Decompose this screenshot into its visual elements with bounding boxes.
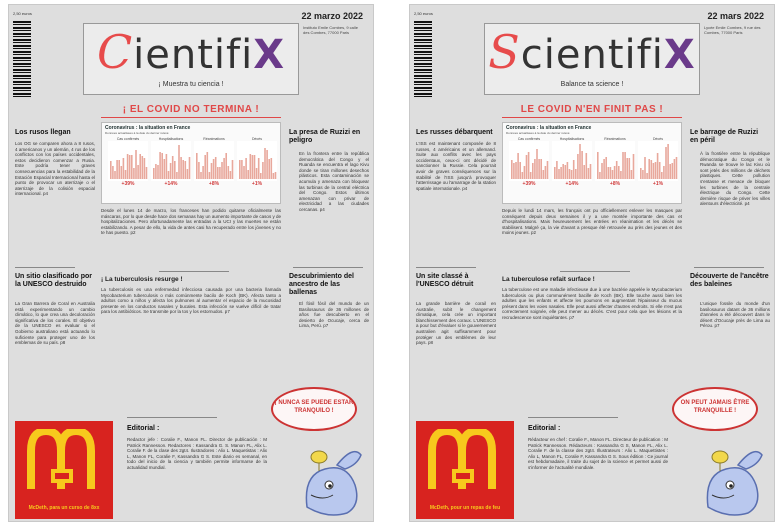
panel-label: Cas confirmés <box>116 137 140 141</box>
tagline: Balance ta science ! <box>560 81 624 88</box>
spark-bar <box>608 167 610 179</box>
article-text: L'unique fossile du monde d'un basilosaurus datant de 36 millions d'années a été découvert dans le désert d'Ocucaje près de Lima au Pérou. p7 <box>700 301 770 329</box>
golden-arches-logo <box>27 429 103 491</box>
spark-bar <box>146 167 148 179</box>
spark-bar <box>556 161 558 179</box>
spark-bar <box>180 157 182 179</box>
spark-bar <box>562 164 564 179</box>
panel-label: Réanimations <box>203 137 225 141</box>
panel-sparkline <box>151 141 191 181</box>
whale-illustration <box>698 435 768 517</box>
spark-bar <box>603 159 605 179</box>
masthead-title <box>485 25 699 79</box>
address: Instituto Emile Combes, 9 calle des Combes, 77000 Paris <box>303 25 358 35</box>
divider <box>528 417 618 418</box>
chart-panel <box>509 137 549 201</box>
chart-panel <box>108 137 148 201</box>
chart-title: Coronavirus : la situation en France <box>506 125 592 131</box>
article-text: El fósil fósil del mundo de un Basilosaurus de 36 millones de años fue descubierto en el desierto de Ocucaje, cerca de Lima, Perú. p7 <box>299 301 369 329</box>
spark-bar <box>182 160 184 179</box>
article-heading: Le barrage de Ruzizi en péril <box>690 129 759 144</box>
spark-bar <box>659 162 661 179</box>
spark-bar <box>597 152 599 179</box>
article-heading: Découverte de l'ancêtre des baleines <box>690 273 769 288</box>
spark-bar <box>110 161 112 179</box>
divider <box>127 417 217 418</box>
spark-bar <box>575 169 577 179</box>
spark-bar <box>268 159 270 179</box>
spark-bar <box>114 171 116 179</box>
spark-bar <box>125 170 127 179</box>
spark-bar <box>631 170 633 179</box>
spark-bar <box>633 154 635 179</box>
panel-sparkline <box>509 141 549 181</box>
spark-bar <box>275 172 277 179</box>
spark-bar <box>198 162 200 179</box>
spark-bar <box>161 153 163 179</box>
spark-bar <box>215 157 217 179</box>
divider <box>560 271 630 272</box>
spark-bar <box>127 154 129 179</box>
spark-bar <box>185 161 187 179</box>
main-headline: ¡ EL COVID NO TERMINA ! <box>122 104 260 115</box>
spark-bar <box>168 171 170 179</box>
article-heading: Descubrimiento del ancestro de las ballenas <box>289 273 354 296</box>
spark-bar <box>657 153 659 179</box>
spark-bar <box>260 173 262 179</box>
spark-bar <box>131 155 133 179</box>
spark-bar <box>219 167 221 179</box>
advertisement <box>15 421 113 519</box>
issue-date: 22 mars 2022 <box>707 11 764 21</box>
editorial-text: Redactor jefe : Coralie F., Manon FL. Director de publicación : M Patrick Rannesson. Redactores : Kassandra G. S. Manon FL, Alix L. Coralie F. de la clase des 2gt4. Ilustradores : Alix L. Maquetistas : Alix L, Manon FL, Coralie F, Kassandra G S. Este diario es semanal, en todo del inicio de la ciencia y también permite informarse de la actualidad mundial. <box>127 437 267 470</box>
chart-title: Coronavirus : la situation en France <box>105 125 191 131</box>
spark-bar <box>250 154 252 179</box>
spark-bar <box>653 163 655 179</box>
ad-slogan: McDeth, para un curso de 8xx <box>28 505 100 511</box>
spark-bar <box>228 166 230 179</box>
spark-bar <box>665 147 667 179</box>
spark-bar <box>571 170 573 179</box>
spark-bar <box>511 160 513 179</box>
spark-bar <box>153 168 155 179</box>
masthead-title <box>84 25 298 79</box>
spark-bar <box>545 166 547 179</box>
panel-change: +8% <box>609 181 621 187</box>
chart-panel <box>237 137 277 201</box>
panel-change: +39% <box>121 181 135 187</box>
spark-bar <box>651 160 653 179</box>
covid-chart <box>101 122 281 204</box>
spark-bar <box>176 172 178 179</box>
spark-bar <box>569 169 571 179</box>
spark-bar <box>187 169 189 179</box>
spark-bar <box>223 158 225 179</box>
spark-bar <box>252 155 254 179</box>
spark-bar <box>135 150 137 179</box>
spark-bar <box>624 152 626 179</box>
spark-bar <box>599 172 601 179</box>
spark-bar <box>558 169 560 179</box>
article-text: La tuberculose est une maladie infectieuse due à une bactérie appelée le Mycobacterium tuberculosis ou plus communément bacille de Koch (BK). Elle touche aussi bien les adultes que les enfants et affecte les poumons en augmentant l'épaisseur du mucus présent dans les voies nasales. Elle peut aussi affecter d'autres endroits. Si elle n'est pas correctement soignée, elle peut mener au décès. C'est pour cela que les lésions et la recrudescence sont inquiétantes. p7 <box>502 287 682 320</box>
spark-bar <box>524 166 526 179</box>
address: Lycée Emile Combes, 9 rue des Combes, 77000 Paris <box>704 25 761 35</box>
panel-change: +14% <box>164 181 178 187</box>
article-heading: Los rusos llegan <box>15 129 71 136</box>
divider <box>15 267 75 268</box>
spark-bar <box>262 162 264 179</box>
panel-change: +14% <box>565 181 579 187</box>
spark-bar <box>144 158 146 179</box>
spark-bar <box>590 164 592 179</box>
spark-bar <box>116 160 118 179</box>
spark-bar <box>209 172 211 179</box>
spark-bar <box>225 153 227 179</box>
editorial-heading: Editorial : <box>127 425 160 432</box>
panel-label: Décès <box>653 137 663 141</box>
spark-bar <box>133 168 135 179</box>
spark-bar <box>620 171 622 179</box>
spark-bar <box>170 163 172 179</box>
divider <box>293 267 363 268</box>
spark-bar <box>121 166 123 179</box>
divider <box>416 267 476 268</box>
panel-change: +1% <box>652 181 664 187</box>
spark-bar <box>526 155 528 179</box>
spark-bar <box>543 170 545 179</box>
spark-bar <box>258 158 260 179</box>
spark-bar <box>174 161 176 179</box>
speech-bubble: ON PEUT JAMAIS ÊTRE TRANQUILLE ! <box>672 387 758 431</box>
editorial-text: Rédacteur en chef : Coralie F., Manon FL. Directeur de publication : M Patrick Rannesson. Rédacteurs : Kassandra G S, Manon FL, Alix L. Coralie F. de la classe des 2gt4. Illustrateurs : Alix L. Maquettistes : Alix L, Manon FL, Coralie F, Kassandra G S. Sous édition : Ce journal est hebdomadaire, il traite du sujet de la science et permet aussi de s'informer de l'actualité mondiale. <box>528 437 668 470</box>
title-initial: S <box>488 25 521 79</box>
masthead <box>83 23 299 95</box>
spark-bar <box>672 163 674 179</box>
spark-bar <box>155 164 157 179</box>
chart-panel <box>552 137 592 201</box>
chart-subtitle: Données actualisées à la date du dernier relevé <box>105 131 169 135</box>
spark-bar <box>581 151 583 179</box>
spark-bar <box>646 173 648 179</box>
article-text: Los OG se comparen ahora a 8 rusos, 4 americanos y un alemán, 4 rus de los conflictos con los países occidentales, estos decidieron comenzar a Rusia. Este podría tener graves consecuencias para la estabilidad de la Estación Espacial Internacional hasta el punto de provocar un aterrizaje o el aterrizaje de la colisión espacial internacional. p4 <box>15 141 95 197</box>
spark-bar <box>178 145 180 179</box>
spark-bar <box>538 159 540 179</box>
spark-bar <box>266 150 268 179</box>
panel-label: Cas confirmés <box>517 137 541 141</box>
panel-sparkline <box>552 141 592 181</box>
article-text: À la frontière entre la république démocratique du Congo et le Rwanda se trouve le lac Kivu où sont jetés des millions de déchets plastiques. Cette pollution s'entasse et menace de bloquer les turbines de la centrale électrique du Congo. Cette dernière risque de priver les villes alentours d'électricité. p4 <box>700 151 770 207</box>
spark-bar <box>211 163 213 179</box>
spark-bar <box>232 160 234 179</box>
issue-date: 22 marzo 2022 <box>301 11 363 21</box>
spark-bar <box>536 149 538 179</box>
spark-bar <box>118 160 120 179</box>
newspaper-page-right <box>409 4 775 522</box>
spark-bar <box>230 171 232 179</box>
spark-bar <box>614 166 616 179</box>
spark-bar <box>247 170 249 179</box>
spark-bar <box>112 166 114 179</box>
spark-bar <box>207 152 209 179</box>
spark-bar <box>139 154 141 179</box>
spark-bar <box>528 152 530 179</box>
barcode-icon <box>414 21 432 99</box>
title-x: X <box>663 32 696 78</box>
panel-label: Hospitalisations <box>158 137 184 141</box>
article-heading: ¡ La tuberculosis resurge ! <box>101 276 183 283</box>
spark-bar <box>605 157 607 179</box>
spark-bar <box>254 155 256 179</box>
spark-bar <box>129 155 131 179</box>
spark-bar <box>586 153 588 179</box>
spark-bar <box>588 168 590 179</box>
spark-bar <box>648 159 650 179</box>
article-heading: Un sitio clasificado por la UNESCO destruido <box>15 273 93 288</box>
spark-bar <box>217 167 219 179</box>
spark-bar <box>532 163 534 179</box>
spark-bar <box>522 172 524 179</box>
spark-bar <box>577 154 579 179</box>
panel-sparkline <box>108 141 148 181</box>
spark-bar <box>202 166 204 179</box>
article-text: La grande barrière de corail en Australie, subit le changement climatique, cela crée un important blanchissement des coraux. L'UNESCO a pour but d'évaluer si le gouvernement australien agit suffisamment pour protéger un des emblèmes de leur pays. p8 <box>416 301 496 346</box>
panel-sparkline <box>237 141 277 181</box>
spark-bar <box>629 158 631 179</box>
spark-bar <box>622 152 624 179</box>
speech-bubble: ¡ NUNCA SE PUEDE ESTAR TRANQUILO ! <box>271 387 357 431</box>
spark-bar <box>640 168 642 179</box>
article-text: La Gran Barrera de Coral en Australia está experimentando un cambio climático, lo que crea una decoloración significativa de los corales. El objetivo de la UNESCO es evaluar si el Gobierno australiano está actuando lo suficiente para proteger uno de los emblemas de su país. p8 <box>15 301 95 346</box>
spark-bar <box>669 164 671 179</box>
spark-bar <box>271 158 273 179</box>
covid-article-text: Desde el lunes 14 de marzo, los franceses han podido quitarse oficialmente las máscaras, por lo que desde hace dos semanas hay un aumento importante de casos y de hospitalizaciones. Pero afortunadamente las entradas a la UCI y las muertes se están estabilizando. A pesar de ello, la vida de antes casi ha recuperado entre los jóvenes y no te has puesto. p2 <box>101 208 281 236</box>
spark-bar <box>601 163 603 179</box>
chart-subtitle: Données actualisées à la date du dernier relevé <box>506 131 570 135</box>
newspaper-page-left <box>8 4 374 522</box>
spark-bar <box>245 158 247 179</box>
spark-bar <box>204 155 206 179</box>
panel-sparkline <box>638 141 678 181</box>
spark-bar <box>256 168 258 179</box>
panel-label: Décès <box>252 137 262 141</box>
chart-panel <box>595 137 635 201</box>
title-x: X <box>253 32 286 78</box>
spark-bar <box>530 172 532 179</box>
spark-bar <box>221 162 223 179</box>
spark-bar <box>540 159 542 179</box>
article-text: En la frontera entre la república democrática del Congo y el Ruanda se encuentra el lago Kivu donde se tiran millones desechos plásticos. Esta contaminación se acumula y amenaza con bloquear las turbinas de la central eléctrica del Congo. Estos últimos amenazan con privar de electricidad a las ciudades cercanas. p4 <box>299 151 369 212</box>
spark-bar <box>565 165 567 179</box>
editorial-heading: Editorial : <box>528 425 561 432</box>
spark-bar <box>573 160 575 179</box>
spark-bar <box>213 159 215 179</box>
spark-bar <box>626 158 628 179</box>
whale-illustration <box>297 435 367 517</box>
spark-bar <box>123 158 125 179</box>
spark-bar <box>515 162 517 179</box>
golden-arches-logo <box>428 429 504 491</box>
spark-bar <box>616 161 618 179</box>
covid-article-text: Depuis le lundi 14 mars, les français ont pu officiellement enlever les masques par conséquent depuis deux semaines il y a une montée importante des cas et d'hospitalisations. Mais heureusement les entrées en réanimation et les décès se stabilisent. Malgré ça, la vie d'avant a presque été retrouvée au près des jeunes et des moins jeunes. p2 <box>502 208 682 236</box>
spark-bar <box>618 166 620 179</box>
spark-bar <box>567 162 569 179</box>
issue-label: 2,50 euros <box>414 11 433 16</box>
masthead <box>484 23 700 95</box>
spark-bar <box>239 160 241 179</box>
main-headline: LE COVID N'EN FINIT PAS ! <box>520 104 664 115</box>
spark-bar <box>166 154 168 179</box>
article-heading: Un site classé à l'UNESCO détruit <box>416 273 474 288</box>
panel-sparkline <box>595 141 635 181</box>
divider <box>694 267 764 268</box>
covid-chart <box>502 122 682 204</box>
spark-bar <box>674 159 676 179</box>
panel-label: Réanimations <box>604 137 626 141</box>
chart-panel <box>638 137 678 201</box>
spark-bar <box>554 167 556 179</box>
ad-slogan: McDeth, pour un repas de feu <box>429 505 501 511</box>
chart-panel <box>151 137 191 201</box>
spark-bar <box>519 162 521 179</box>
spark-bar <box>241 160 243 179</box>
spark-bar <box>644 157 646 179</box>
spark-bar <box>157 165 159 179</box>
spark-bar <box>196 153 198 179</box>
article-heading: La presa de Ruzizi en peligro <box>289 129 361 144</box>
spark-bar <box>661 172 663 179</box>
panel-change: +8% <box>208 181 220 187</box>
tagline: ¡ Muestra tu ciencia ! <box>158 81 224 88</box>
panel-change: +39% <box>522 181 536 187</box>
spark-bar <box>200 172 202 179</box>
spark-bar <box>642 170 644 179</box>
advertisement <box>416 421 514 519</box>
spark-bar <box>142 156 144 179</box>
spark-bar <box>273 173 275 179</box>
spark-bar <box>663 166 665 179</box>
panel-label: Hospitalisations <box>559 137 585 141</box>
chart-panel <box>194 137 234 201</box>
article-text: L'ISS est maintenant composée de 8 russes, 4 américains et un allemand. Suite aux conflits avec les pays occidentaux, ceux-ci ont décidé de sanctionner la Russie. Cela pourrait avoir de graves conséquences sur la stabilité de l'ISS jusqu'à provoquer l'atterrissage ou l'amarrage de la station spatiale internationale. p4 <box>416 141 496 191</box>
spark-bar <box>513 163 515 179</box>
spark-bar <box>534 159 536 179</box>
article-heading: La tuberculose refait surface ! <box>502 276 595 283</box>
title-middle: cientifi <box>520 32 664 78</box>
spark-bar <box>159 152 161 179</box>
spark-bar <box>579 144 581 179</box>
divider <box>159 271 229 272</box>
spark-bar <box>164 159 166 179</box>
spark-bar <box>612 170 614 179</box>
panel-change: +1% <box>251 181 263 187</box>
headline-rule <box>502 117 682 118</box>
spark-bar <box>667 144 669 179</box>
spark-bar <box>655 162 657 179</box>
spark-bar <box>243 166 245 179</box>
title-middle: ientifi <box>133 32 254 78</box>
article-text: La tuberculosis es una enfermedad infecciosa causada por una bacteria llamada Mycobacterium tuberculosis o más comúnmente bacilo de Koch (BK). Afecta tanto a adultos como a niños y afecta los pulmones al aumentar el espacio de la mucosidad presente en los conductos nasales y bucales. Esta infección se vuelve difícil de tratar para los antibióticos. Se transmite por la tos y los estornudos. p7 <box>101 287 281 315</box>
headline-rule <box>101 117 281 118</box>
article-heading: Les russes débarquent <box>416 129 493 136</box>
spark-bar <box>610 167 612 179</box>
spark-bar <box>547 161 549 179</box>
spark-bar <box>583 165 585 179</box>
spark-bar <box>676 157 678 179</box>
barcode-icon <box>13 21 31 99</box>
spark-bar <box>172 156 174 179</box>
issue-label: 2,50 euros <box>13 11 32 16</box>
title-initial: C <box>96 25 134 79</box>
spark-bar <box>517 153 519 179</box>
panel-sparkline <box>194 141 234 181</box>
spark-bar <box>137 165 139 179</box>
spark-bar <box>560 167 562 179</box>
spark-bar <box>264 148 266 179</box>
spark-bar <box>189 157 191 179</box>
